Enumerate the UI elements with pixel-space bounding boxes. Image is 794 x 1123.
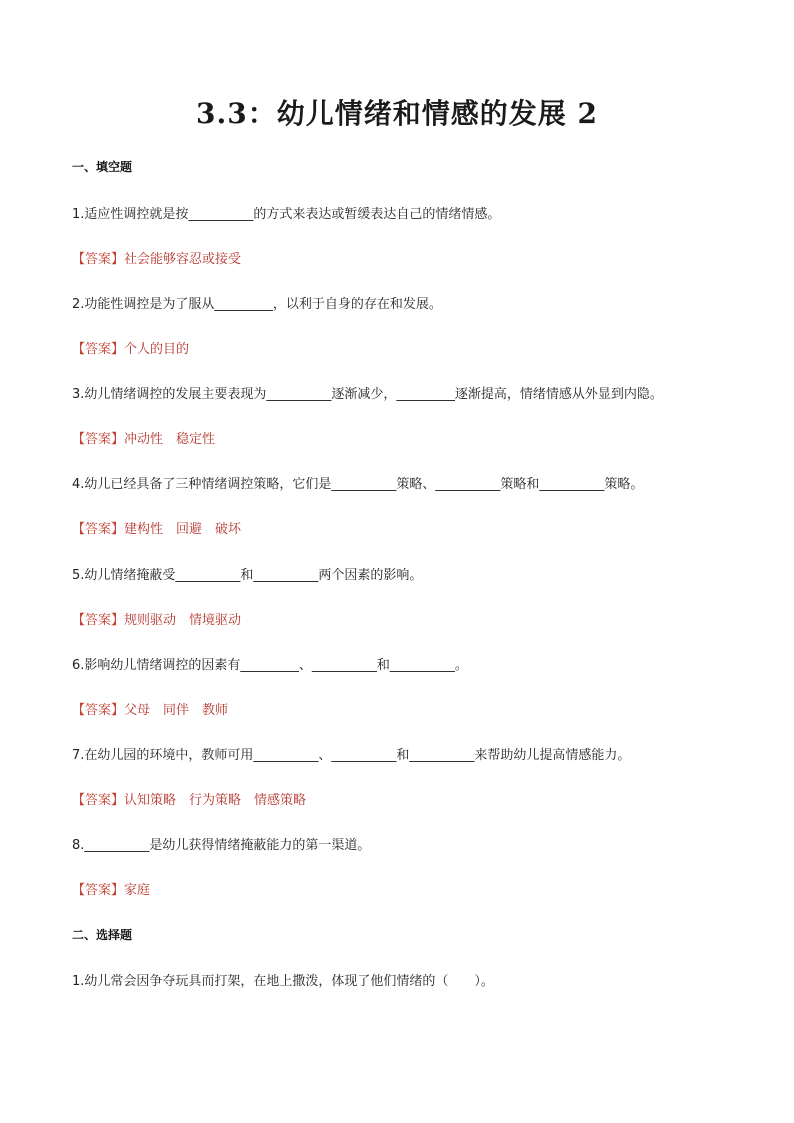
answer-text: 父母 同伴 教师 bbox=[124, 703, 229, 718]
answer-text: 个人的目的 bbox=[124, 342, 190, 357]
question-7: 7.在幼儿园的环境中，教师可用__________、__________和__________来帮助幼儿提高情感能力。 bbox=[72, 748, 631, 763]
page-title: 3.3：幼儿情绪和情感的发展 2 bbox=[196, 97, 598, 130]
answer-text: 冲动性 稳定性 bbox=[124, 432, 216, 447]
choice-question-1: 1.幼儿常会因争夺玩具而打架，在地上撒泼，体现了他们情绪的（ ）。 bbox=[72, 974, 494, 989]
answer-text: 认知策略 行为策略 情感策略 bbox=[124, 793, 307, 808]
question-4: 4.幼儿已经具备了三种情绪调控策略，它们是__________策略、__________策略和__________策略。 bbox=[72, 477, 644, 492]
question-6: 6.影响幼儿情绪调控的因素有_________、__________和__________。 bbox=[72, 658, 468, 673]
question-8: 8.__________是幼儿获得情绪掩蔽能力的第一渠道。 bbox=[72, 838, 371, 853]
answer-text: 社会能够容忍或接受 bbox=[124, 252, 242, 267]
answer-tag: 【答案】 bbox=[72, 432, 125, 447]
question-5: 5.幼儿情绪掩蔽受__________和__________两个因素的影响。 bbox=[72, 568, 423, 583]
answer-tag: 【答案】 bbox=[72, 342, 125, 357]
answer-text: 建构性 回避 破坏 bbox=[124, 522, 242, 537]
answer-4 bbox=[72, 518, 732, 537]
question-1: 1.适应性调控就是按__________的方式来表达或暂缓表达自己的情绪情感。 bbox=[72, 207, 501, 222]
answer-tag: 【答案】 bbox=[72, 883, 125, 898]
answer-text: 规则驱动 情境驱动 bbox=[124, 613, 242, 628]
question-2: 2.功能性调控是为了服从_________，以利于自身的存在和发展。 bbox=[72, 297, 442, 312]
answer-7 bbox=[72, 789, 732, 808]
answer-5 bbox=[72, 609, 732, 628]
answer-text: 家庭 bbox=[124, 883, 151, 898]
answer-tag: 【答案】 bbox=[72, 522, 125, 537]
answer-1 bbox=[72, 248, 732, 267]
answer-tag: 【答案】 bbox=[72, 703, 125, 718]
answer-8 bbox=[72, 879, 732, 898]
answer-6 bbox=[72, 699, 732, 718]
section-heading-fill-blank: 一、填空题 bbox=[72, 160, 133, 174]
question-3: 3.幼儿情绪调控的发展主要表现为__________逐渐减少，_________逐渐提高，情绪情感从外显到内隐。 bbox=[72, 387, 663, 402]
answer-2 bbox=[72, 338, 732, 357]
section-heading-choice: 二、选择题 bbox=[72, 928, 133, 942]
answer-3 bbox=[72, 428, 732, 447]
answer-tag: 【答案】 bbox=[72, 613, 125, 628]
answer-tag: 【答案】 bbox=[72, 252, 125, 267]
answer-tag: 【答案】 bbox=[72, 793, 125, 808]
